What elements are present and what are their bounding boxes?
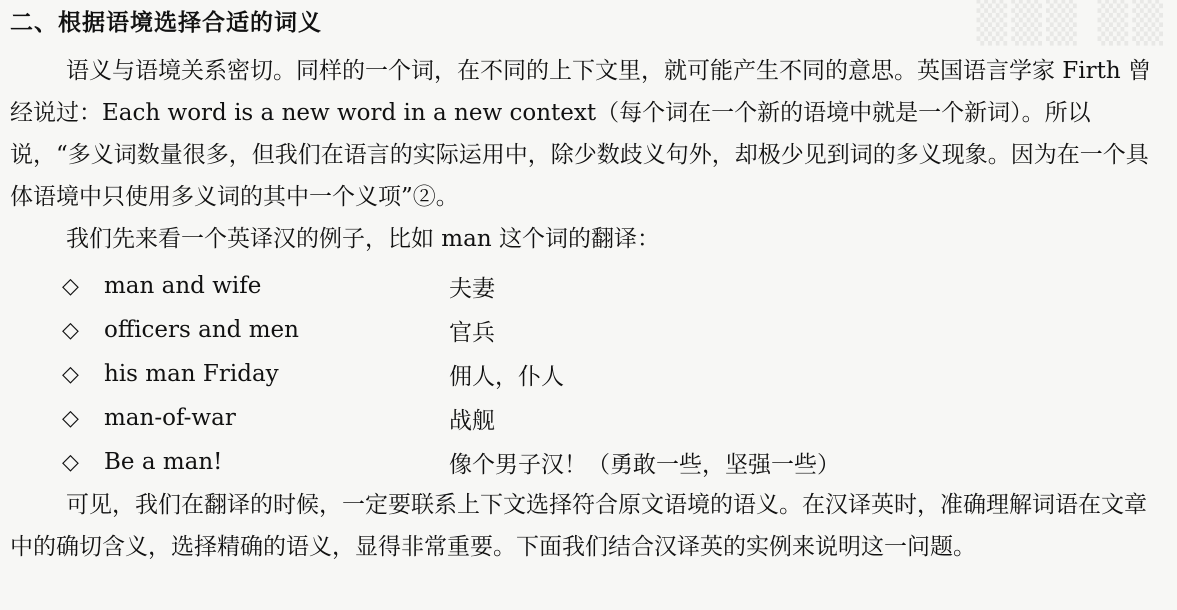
example-chinese: 官兵 [449,319,495,346]
example-row [62,264,1062,308]
example-list [62,264,1062,484]
example-row [62,440,1062,484]
example-chinese: 佣人，仆人 [449,363,564,390]
diamond-bullet-icon: ◇ [62,273,79,299]
example-english: officers and men [104,317,299,343]
paragraph-conclusion: 可见，我们在翻译的时候，一定要联系上下文选择符合原文语境的语义。在汉译英时，准确理解词语在文章中的确切含义，选择精确的语义，显得非常重要。下面我们结合汉译英的实例来说明这一问题。 [10,492,1147,560]
diamond-bullet-icon: ◇ [62,361,79,387]
diamond-bullet-icon: ◇ [62,317,79,343]
example-row [62,352,1062,396]
example-english: man-of-war [104,405,236,431]
example-chinese: 像个男子汉！（勇敢一些，坚强一些） [449,451,840,478]
example-row [62,396,1062,440]
example-chinese: 夫妻 [449,275,495,302]
example-english: man and wife [104,273,262,299]
diamond-bullet-icon: ◇ [62,449,79,475]
example-row [62,308,1062,352]
example-english: Be a man! [104,449,223,475]
paragraph-intro: 语义与语境关系密切。同样的一个词，在不同的上下文里，就可能产生不同的意思。英国语言学家 Firth 曾经说过：Each word is a new word in a new context（每个词在一个新的语境中就是一个新词）。所以说，“多义词数量很多，但我们在语言的实际运用中，除少数歧义句外，却极少见到词的多义现象。因为在一个具体语境中只使用多义词的其中一个义项”②。 [10,58,1151,210]
section-title: 二、根据语境选择合适的词义 [10,10,322,36]
example-english: his man Friday [104,361,279,387]
example-chinese: 战舰 [449,407,495,434]
paragraph-example-intro: 我们先来看一个英译汉的例子，比如 man 这个词的翻译： [66,226,660,252]
diamond-bullet-icon: ◇ [62,405,79,431]
bleed-through-mark: ▒▒▒ ▒▒ [976,0,1167,46]
